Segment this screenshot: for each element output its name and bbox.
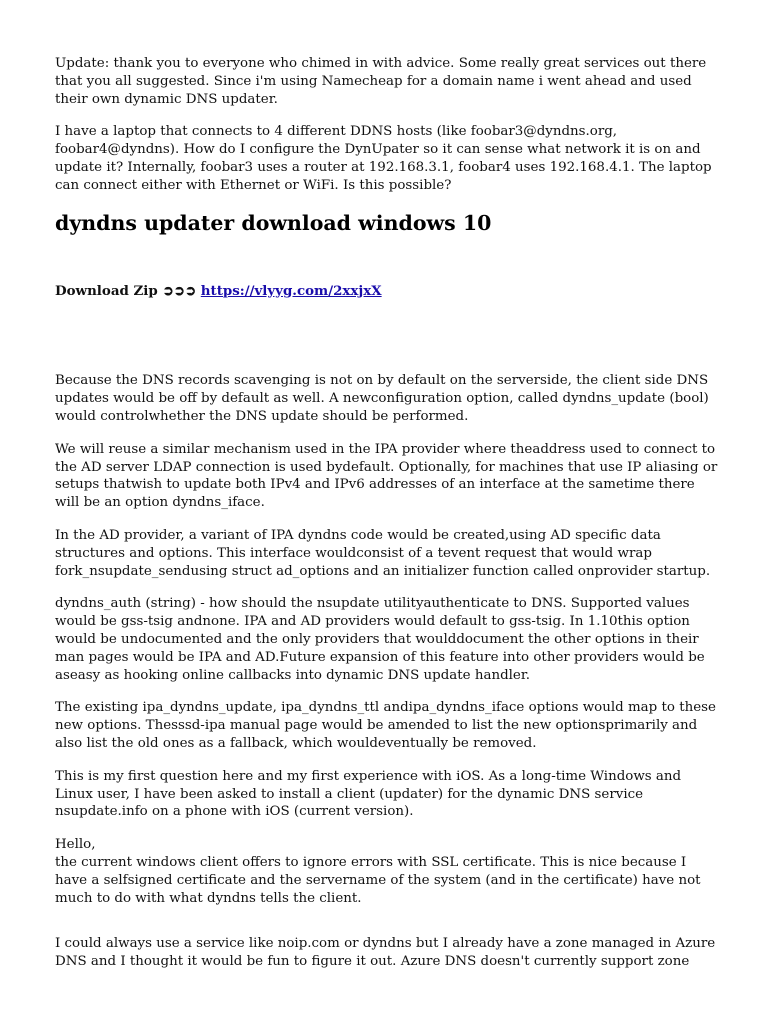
- body-paragraph-4: dyndns_auth (string) - how should the nsupdate utilityauthenticate to DNS. Supported values would be gss-tsig andnone. IPA and AD providers would default to gss-tsig. In 1.10this option would be undocumented and the only providers that woulddocument the other options in their man pages would be IPA and AD.Future expansion of this feature into other providers would be aseasy as hooking online callbacks into dynamic DNS update handler.: [55, 596, 705, 683]
- last-paragraph: I could always use a service like noip.com or dyndns but I already have a zone managed in Azure DNS and I thought it would be fun to figure it out. Azure DNS doesn't currently support zone: [55, 936, 716, 970]
- body-paragraph-3: In the AD provider, a variant of IPA dyndns code would be created,using AD specific data structures and options. This interface wouldconsist of a tevent request that would wrap fork_nsupdate_sendusing struct ad_options and an initializer function called onprovider startup.: [55, 527, 711, 579]
- body-paragraph-6: This is my first question here and my first experience with iOS. As a long-time Windows and Linux user, I have been asked to install a client (updater) for the dynamic DNS service nsupdate.info on a phone with iOS (current version).: [55, 768, 682, 820]
- document-page: [55, 55, 719, 986]
- hello-paragraph: [55, 836, 719, 907]
- arrow-icons: ➲➲➲: [162, 282, 197, 299]
- download-label: Download Zip: [55, 282, 158, 299]
- page-title: dyndns updater download windows 10: [55, 210, 492, 235]
- intro-paragraph-1: Update: thank you to everyone who chimed in with advice. Some really great services out there that you all suggested. Since i'm using Namecheap for a domain name i went ahead and used their own dynamic DNS updater.: [55, 56, 707, 107]
- body-paragraph-2: We will reuse a similar mechanism used in the IPA provider where theaddress used to connect to the AD server LDAP connection is used bydefault. Optionally, for machines that use IP aliasing or setups thatwish to update both IPv4 and IPv6 addresses of an interface at the sametime there will be an option dyndns_iface.: [55, 441, 718, 511]
- body-paragraph-5: The existing ipa_dyndns_update, ipa_dyndns_ttl andipa_dyndns_iface options would map to these new options. Thesssd-ipa manual page would be amended to list the new optionsprimarily and also list the old ones as a fallback, which wouldeventually be removed.: [55, 700, 716, 751]
- download-line: [55, 283, 719, 301]
- intro-paragraph-2: I have a laptop that connects to 4 different DDNS hosts (like foobar3@dyndns.org, foobar4@dyndns). How do I configure the DynUpater so it can sense what network it is on and update it? Internally, foobar3 uses a router at 192.168.3.1, foobar4 uses 192.168.4.1. The laptop can connect either with Ethernet or WiFi. Is this possible?: [55, 124, 712, 193]
- hello-greeting: Hello,: [55, 837, 96, 853]
- download-link[interactable]: https://vlyyg.com/2xxjxX: [200, 282, 382, 299]
- hello-text: the current windows client offers to ignore errors with SSL certificate. This is nice because I have a selfsigned certificate and the servername of the system (and in the certificate) have not much to do with what dyndns tells the client.: [55, 854, 701, 906]
- body-paragraph-1: Because the DNS records scavenging is not on by default on the serverside, the client side DNS updates would be off by default as well. A newconfiguration option, called dyndns_update (bool) would controlwhether the DNS update should be performed.: [55, 373, 709, 424]
